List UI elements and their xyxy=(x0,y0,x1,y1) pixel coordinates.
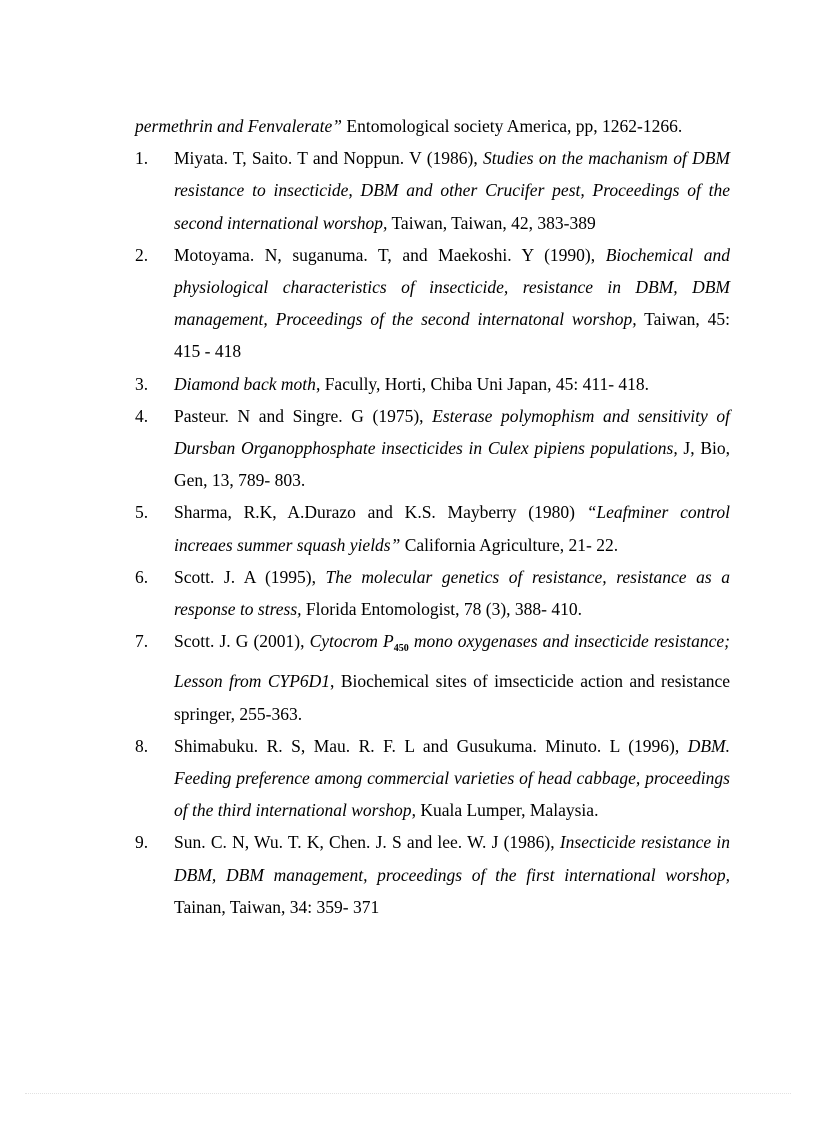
reference-number: 8. xyxy=(135,735,149,756)
reference-source: Taiwan, Taiwan, 42, 383-389 xyxy=(387,212,596,233)
reference-item xyxy=(135,826,730,923)
subscript-450: 450 xyxy=(393,643,409,655)
reference-list xyxy=(135,142,730,923)
continued-title: permethrin and Fenvalerate” xyxy=(135,116,343,136)
reference-number: 1. xyxy=(135,148,149,169)
reference-source: Tainan, Taiwan, 34: 359- 371 xyxy=(174,896,380,917)
reference-item xyxy=(135,625,730,730)
reference-number: 5. xyxy=(135,502,149,523)
reference-source: Taiwan, 45: 415 - 418 xyxy=(174,309,730,362)
continued-source: Entomological society America, pp, 1262-1266. xyxy=(342,116,683,136)
reference-source: , Kuala Lumper, Malaysia. xyxy=(411,800,599,821)
reference-authors: Scott. J. A (1995), xyxy=(174,566,326,587)
reference-source: , Facully, Horti, Chiba Uni Japan, 45: 411- 418. xyxy=(315,373,650,394)
reference-authors: Pasteur. N and Singre. G (1975), xyxy=(174,405,433,426)
reference-title-part: Cytocrom P xyxy=(309,631,394,652)
reference-title: Insecticide resistance in DBM, DBM management, proceedings of the first international worshop, xyxy=(174,832,731,885)
reference-authors: Shimabuku. R. S, Mau. R. F. L and Gusukuma. Minuto. L (1996), xyxy=(174,735,688,756)
reference-number: 6. xyxy=(135,566,149,587)
reference-item xyxy=(135,368,730,400)
reference-item xyxy=(135,561,730,625)
reference-title: Diamond back moth xyxy=(174,373,316,394)
document-page xyxy=(135,110,730,923)
reference-title: The molecular genetics of resistance, resistance as a response to stress, xyxy=(174,566,730,620)
reference-title: Esterase polymophism and sensitivity of Dursban Organopphosphate insecticides in Culex pipiens populations, xyxy=(174,405,730,459)
reference-source: Florida Entomologist, 78 (3), 388- 410. xyxy=(301,599,583,620)
reference-number: 3. xyxy=(135,373,149,394)
reference-item xyxy=(135,400,730,497)
reference-number: 2. xyxy=(135,244,149,265)
reference-authors: Motoyama. N, suganuma. T, and Maekoshi. Y (1990), xyxy=(174,244,606,265)
reference-number: 4. xyxy=(135,405,149,426)
reference-item xyxy=(135,730,730,827)
reference-title: DBM. Feeding preference among commercial varieties of head cabbage, proceedings of the third international worshop xyxy=(174,735,730,821)
reference-title-part: mono oxygenases and insecticide resistance; Lesson from CYP6D1 xyxy=(174,631,730,692)
reference-item xyxy=(135,239,730,368)
continued-reference xyxy=(135,110,730,142)
reference-authors: Sharma, R.K, A.Durazo and K.S. Mayberry (1980) xyxy=(174,502,587,523)
reference-item xyxy=(135,496,730,560)
reference-authors: Scott. J. G (2001), xyxy=(174,631,310,652)
page-bottom-divider xyxy=(25,1093,791,1094)
reference-number: 9. xyxy=(135,832,149,853)
reference-authors: Sun. C. N, Wu. T. K, Chen. J. S and lee. W. J (1986), xyxy=(174,832,560,853)
reference-title: Studies on the machanism of DBM resistance to insecticide, DBM and other Crucifer pest, Proceedings of the second international worshop, xyxy=(174,148,730,233)
reference-item xyxy=(135,142,730,239)
reference-number: 7. xyxy=(135,631,149,652)
reference-source: , Biochemical sites of imsecticide action and resistance springer, 255-363. xyxy=(174,671,730,724)
reference-title: Biochemical and physiological characteristics of insecticide, resistance in DBM, DBM management, Proceedings of the second internatonal worshop, xyxy=(174,244,730,330)
reference-authors: Miyata. T, Saito. T and Noppun. V (1986), xyxy=(174,148,483,169)
reference-source: California Agriculture, 21- 22. xyxy=(400,534,619,555)
reference-title: “Leafminer control increaes summer squash yields” xyxy=(174,502,731,555)
reference-source: J, Bio, Gen, 13, 789- 803. xyxy=(174,438,730,491)
